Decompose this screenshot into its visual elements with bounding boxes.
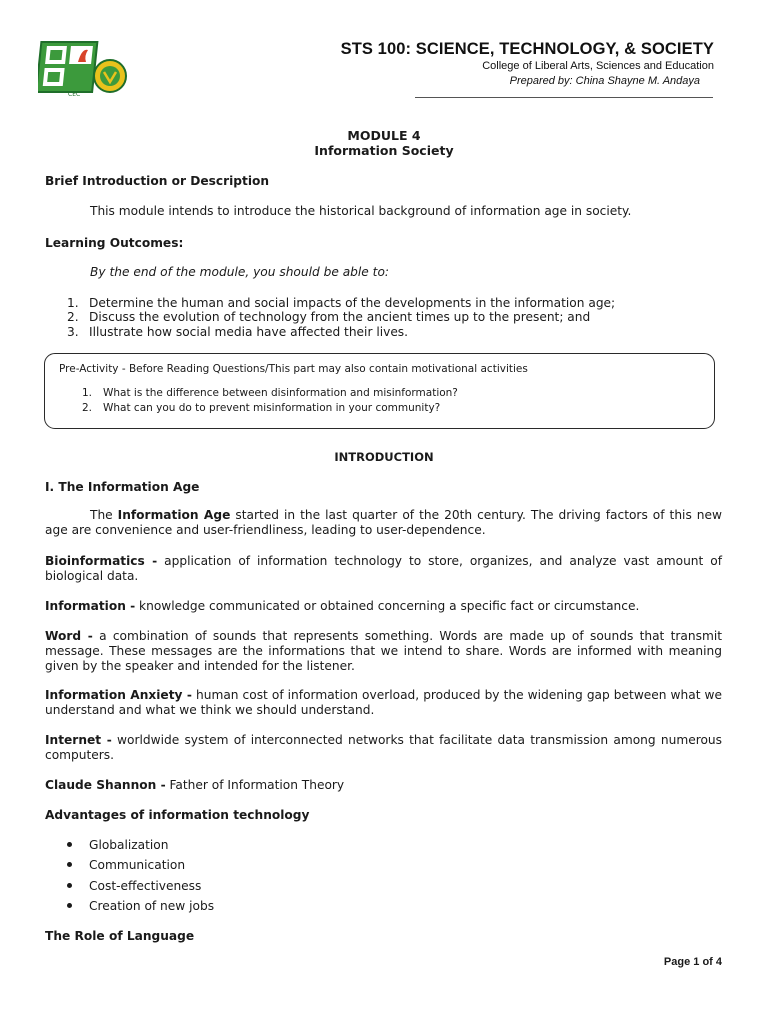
bullet-icon xyxy=(67,903,72,908)
info-age-paragraph: The Information Age started in the last quarter of the 20th century. The driving factors of this new age are convenience and user-friendliness, leading to user-dependence. xyxy=(45,508,722,537)
pre-activity-title: Pre-Activity - Before Reading Questions/This part may also contain motivational activities xyxy=(59,363,528,375)
bullet-icon xyxy=(67,842,72,847)
definition-word: Word - a combination of sounds that represents something. Words are made up of sounds that transmit message. These messages are the informations that we intend to share. Words are informed with meaning given by the speaker and intended for the listener. xyxy=(45,629,722,673)
advantages-heading: Advantages of information technology xyxy=(45,808,310,822)
module-title: Information Society xyxy=(314,143,454,158)
definition-claude-shannon: Claude Shannon - Father of Information Theory xyxy=(45,778,345,792)
header-divider xyxy=(415,97,713,98)
outcomes-heading: Learning Outcomes: xyxy=(45,236,184,250)
outcomes-lead: By the end of the module, you should be able to: xyxy=(90,265,390,279)
list-item: Communication xyxy=(67,858,185,872)
introduction-heading: INTRODUCTION xyxy=(334,450,434,464)
college-name: College of Liberal Arts, Sciences and Education xyxy=(482,60,714,72)
outcome-item: 3. Illustrate how social media have affected their lives. xyxy=(67,325,409,339)
page-number: Page 1 of 4 xyxy=(663,956,722,968)
list-item: Creation of new jobs xyxy=(67,899,214,913)
list-item: Cost-effectiveness xyxy=(67,879,201,893)
definition-bioinformatics: Bioinformatics - application of information technology to store, organizes, and analyze vast amount of biological data. xyxy=(45,554,723,583)
outcome-item: 1. Determine the human and social impacts of the developments in the information age; xyxy=(67,296,616,310)
intro-heading: Brief Introduction or Description xyxy=(45,174,270,188)
intro-text: This module intends to introduce the historical background of information age in society. xyxy=(90,204,632,218)
pre-activity-question: 1. What is the difference between disinformation and misinformation? xyxy=(82,387,458,399)
document-title: STS 100: SCIENCE, TECHNOLOGY, & SOCIETY xyxy=(340,40,714,58)
pre-activity-box xyxy=(44,353,715,429)
module-number: MODULE 4 xyxy=(347,128,421,143)
college-logo xyxy=(38,36,138,98)
list-item: Globalization xyxy=(67,838,168,852)
outcome-item: 2. Discuss the evolution of technology from the ancient times up to the present; and xyxy=(67,310,591,324)
prepared-by: Prepared by: China Shayne M. Andaya xyxy=(509,75,700,87)
definition-internet: Internet - worldwide system of interconnected networks that facilitate data transmission among numerous computers. xyxy=(45,733,722,762)
definition-information-anxiety: Information Anxiety - human cost of information overload, produced by the widening gap between what we understand and what we think we should understand. xyxy=(45,688,722,717)
pre-activity-question: 2. What can you do to prevent misinformation in your community? xyxy=(82,402,441,414)
bullet-icon xyxy=(67,883,72,888)
bullet-icon xyxy=(67,862,72,867)
definition-information: Information - knowledge communicated or obtained concerning a specific fact or circumstance. xyxy=(45,599,640,613)
svg-text:CEC: CEC xyxy=(68,91,81,98)
section-title: I. The Information Age xyxy=(45,480,200,494)
role-of-language-heading: The Role of Language xyxy=(45,929,195,943)
